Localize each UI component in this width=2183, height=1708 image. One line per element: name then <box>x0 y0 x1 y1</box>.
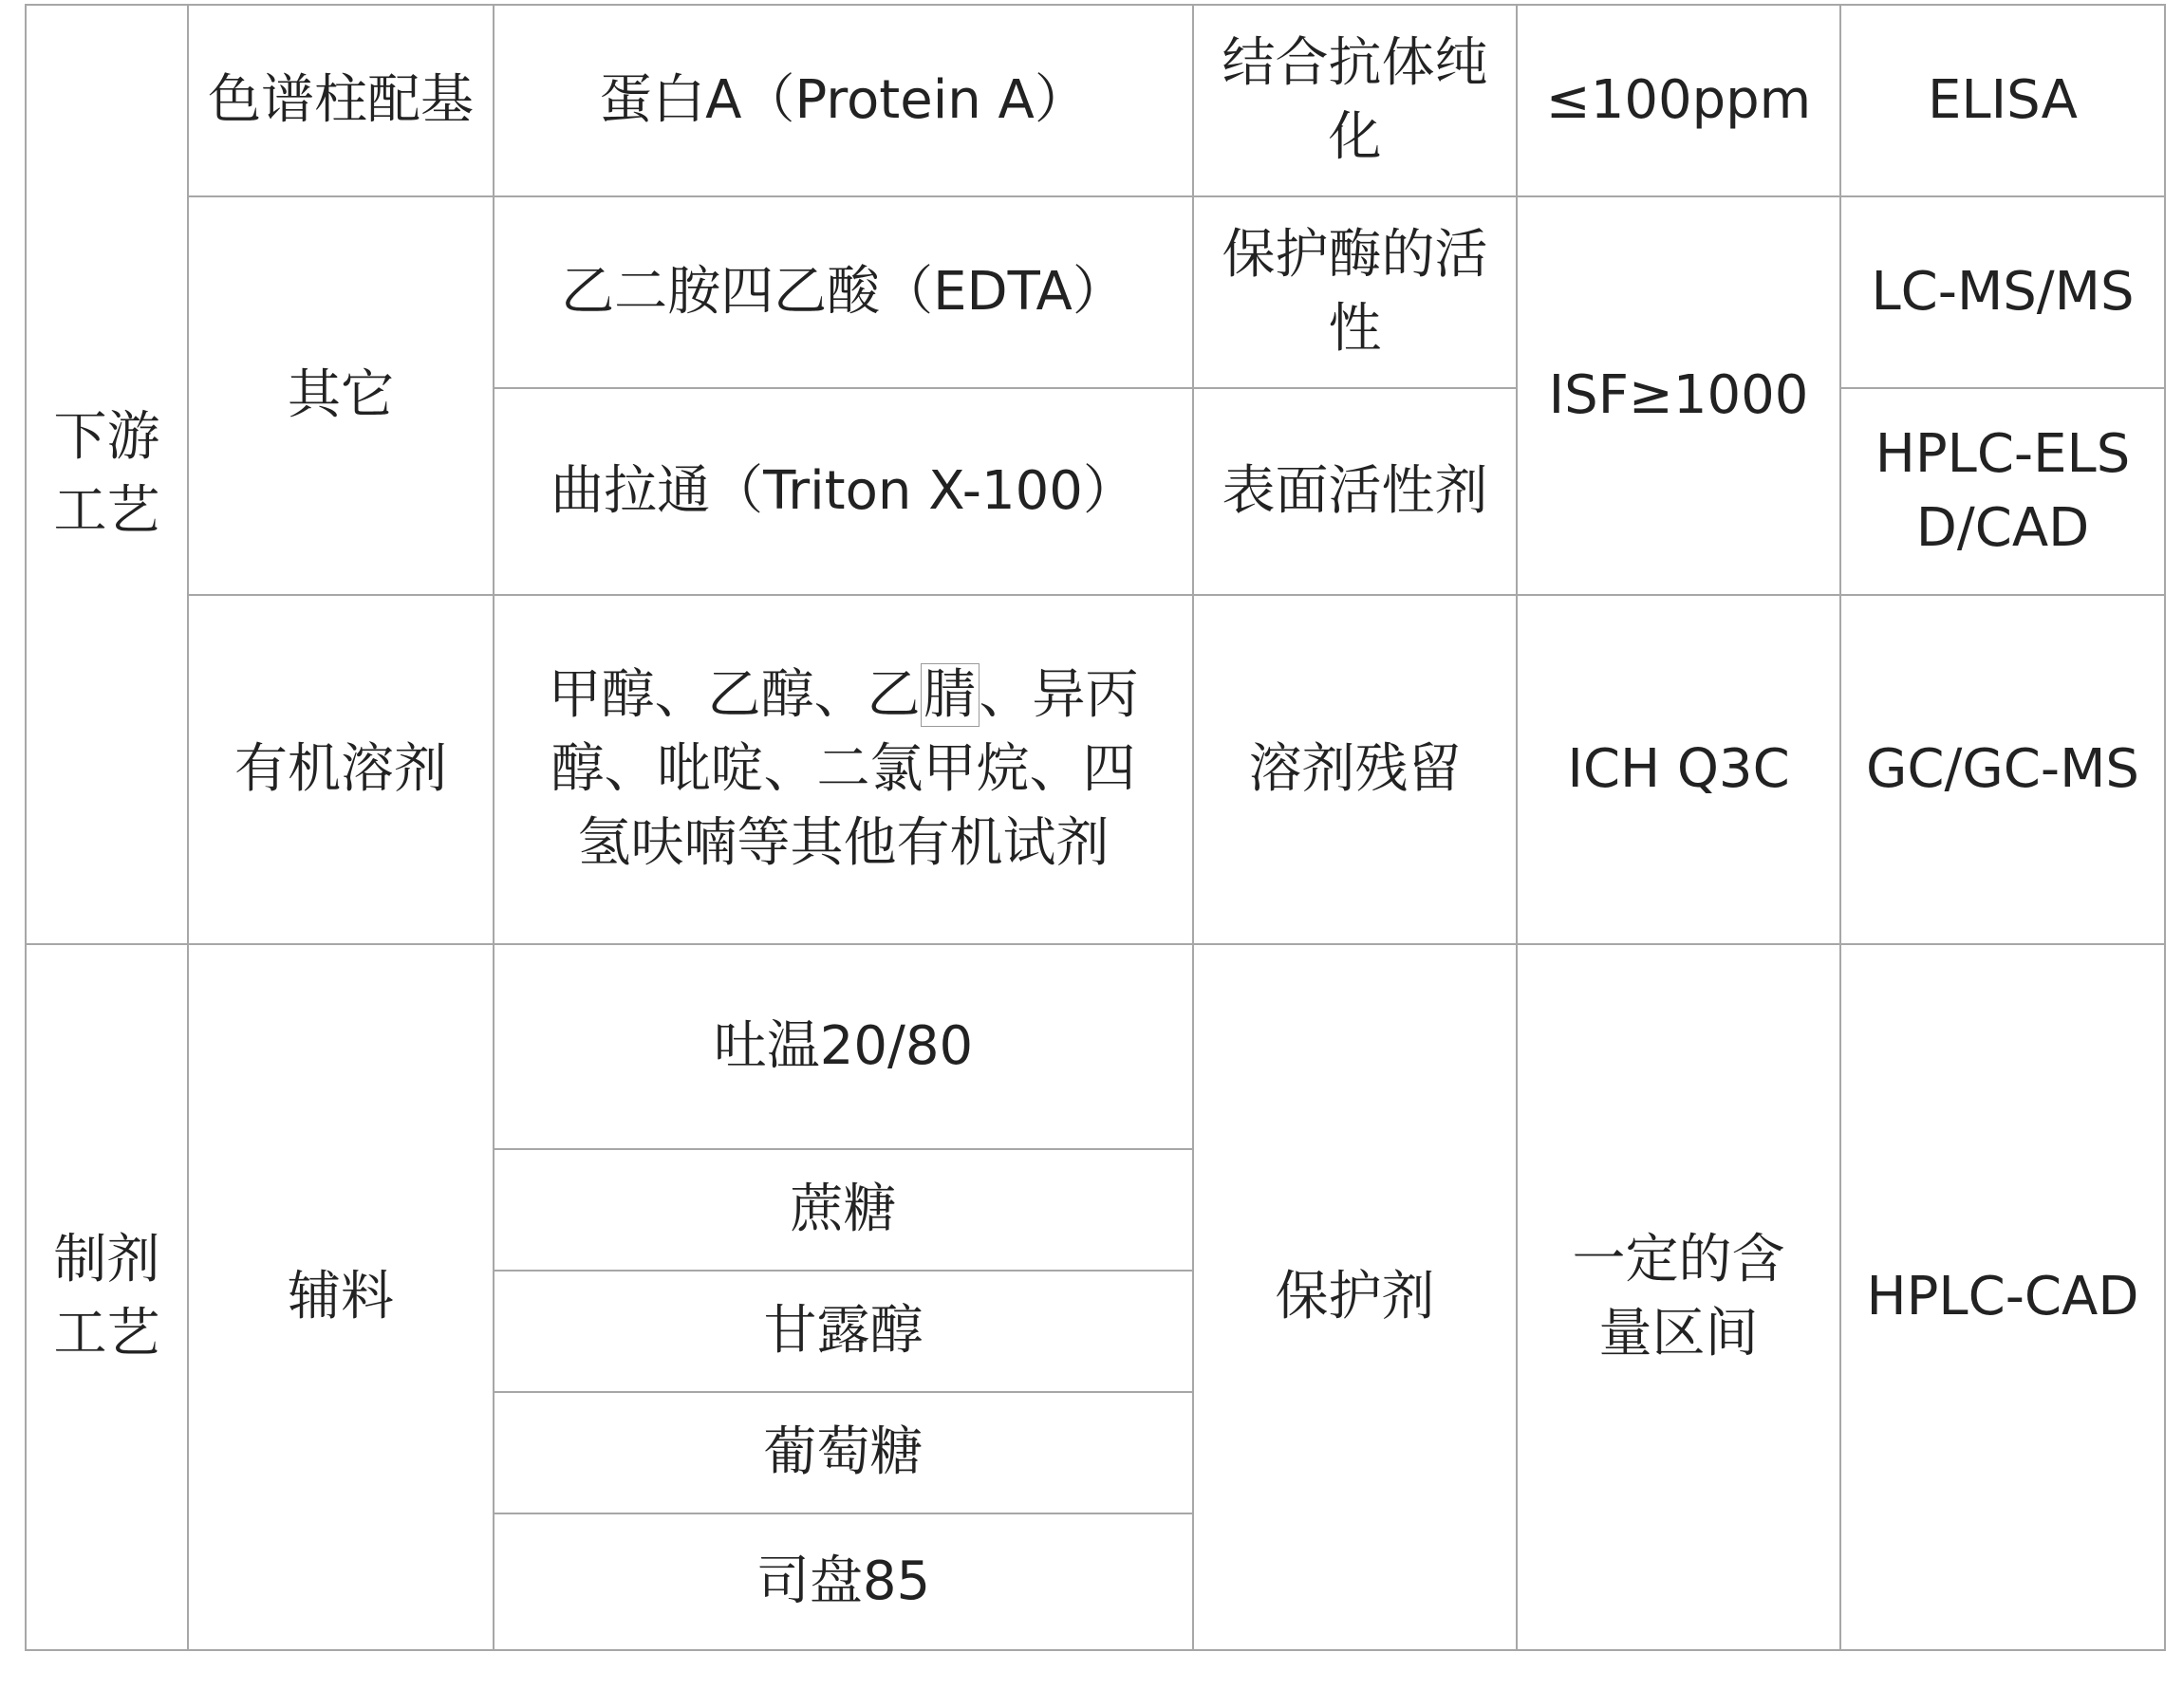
table-row <box>26 944 2165 1149</box>
stage-cell: 下游工艺 <box>26 5 188 944</box>
purpose-cell: 表面活性剂 <box>1193 388 1517 595</box>
substance-cell: 吐温20/80 <box>494 944 1193 1149</box>
method-cell: LC-MS/MS <box>1840 196 2165 388</box>
limit-cell: 一定的含量区间 <box>1517 944 1840 1650</box>
purpose-cell: 保护剂 <box>1193 944 1517 1650</box>
substance-text-part: 腈 <box>921 663 980 727</box>
category-cell: 色谱柱配基 <box>188 5 494 196</box>
substance-text-part: 甲醇、乙醇、乙 <box>548 664 921 726</box>
category-cell: 其它 <box>188 196 494 595</box>
substance-cell: 蔗糖 <box>494 1149 1193 1271</box>
table-row <box>26 5 2165 196</box>
substance-cell: 乙二胺四乙酸（EDTA） <box>494 196 1193 388</box>
table-row <box>26 595 2165 944</box>
purpose-cell: 溶剂残留 <box>1193 595 1517 944</box>
substance-cell: 葡萄糖 <box>494 1392 1193 1513</box>
impurity-table <box>25 4 2166 1651</box>
substance-cell <box>494 595 1193 944</box>
purpose-cell: 结合抗体纯化 <box>1193 5 1517 196</box>
method-cell: HPLC-CAD <box>1840 944 2165 1650</box>
table-row <box>26 196 2165 388</box>
table-container <box>25 4 2166 1651</box>
method-cell: HPLC-ELSD/CAD <box>1840 388 2165 595</box>
category-cell: 有机溶剂 <box>188 595 494 944</box>
limit-cell: ICH Q3C <box>1517 595 1840 944</box>
substance-cell: 甘露醇 <box>494 1271 1193 1392</box>
limit-cell: ≤100ppm <box>1517 5 1840 196</box>
purpose-cell: 保护酶的活性 <box>1193 196 1517 388</box>
method-cell: ELISA <box>1840 5 2165 196</box>
method-cell: GC/GC-MS <box>1840 595 2165 944</box>
substance-cell: 司盘85 <box>494 1513 1193 1650</box>
limit-cell: ISF≥1000 <box>1517 196 1840 595</box>
substance-cell: 曲拉通（Triton X-100） <box>494 388 1193 595</box>
category-cell: 辅料 <box>188 944 494 1650</box>
substance-text-part: 、异丙醇、吡啶、二氯甲烷、四氢呋喃等其他有机试剂 <box>550 664 1139 874</box>
substance-cell: 蛋白A（Protein A） <box>494 5 1193 196</box>
stage-cell: 制剂工艺 <box>26 944 188 1650</box>
